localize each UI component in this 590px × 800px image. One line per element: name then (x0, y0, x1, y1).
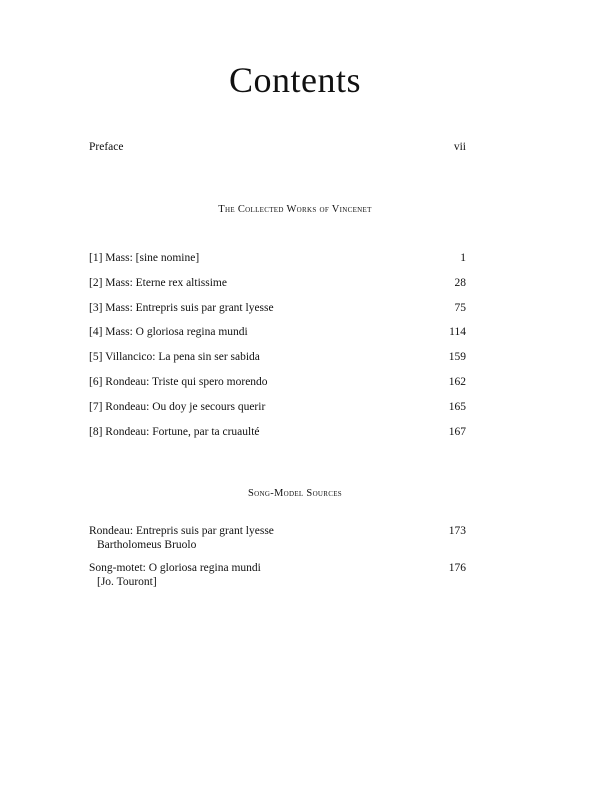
toc-entry-label: [2] Mass: Eterne rex altissime (89, 277, 227, 289)
toc-entry-page: 165 (448, 401, 466, 413)
toc-entry-page: 114 (449, 326, 466, 338)
toc-entry-author: Bartholomeus Bruolo (97, 539, 197, 551)
toc-entry-page: 159 (448, 351, 466, 363)
toc-entry-page: 173 (448, 525, 466, 537)
toc-entry-label: [8] Rondeau: Fortune, par ta cruaulté (89, 426, 260, 438)
page-title: Contents (228, 60, 361, 100)
toc-entry-page: 28 (454, 277, 466, 289)
toc-entry-label: [7] Rondeau: Ou doy je secours querir (89, 401, 266, 413)
toc-entry-label: Rondeau: Entrepris suis par grant lyesse (89, 525, 274, 537)
toc-entry-page: vii (453, 141, 466, 153)
toc-entry (89, 524, 466, 552)
toc-entry (89, 350, 466, 364)
toc-entry (89, 375, 466, 389)
toc-entry (89, 561, 466, 589)
toc-entry-author: [Jo. Touront] (97, 576, 157, 588)
toc-entry-label: [1] Mass: [sine nomine] (89, 252, 200, 264)
toc-entry-label: [5] Villancico: La pena sin ser sabida (89, 351, 260, 363)
toc-entry-label-group (89, 524, 274, 552)
toc-entry-label: [3] Mass: Entrepris suis par grant lyesse (89, 302, 274, 314)
toc-entry-page: 75 (454, 302, 466, 314)
toc-entry-label-group (89, 561, 261, 589)
toc-entry-page: 176 (448, 562, 466, 574)
toc-entry-preface (89, 140, 466, 154)
toc-entry-label: [6] Rondeau: Triste qui spero morendo (89, 376, 268, 388)
toc-entry-label: Preface (89, 141, 124, 153)
toc-entry-page: 162 (448, 376, 466, 388)
toc-entry (89, 425, 466, 439)
toc-entry-page: 167 (448, 426, 466, 438)
section-heading-song-model-sources: Song-Model Sources (248, 488, 342, 499)
toc-entry-label: [4] Mass: O gloriosa regina mundi (89, 326, 248, 338)
toc-entry (89, 276, 466, 290)
toc-entry-label: Song-motet: O gloriosa regina mundi (89, 562, 261, 574)
toc-entry-page: 1 (460, 252, 466, 264)
toc-entry (89, 301, 466, 315)
toc-entry (89, 325, 466, 339)
toc-entry (89, 400, 466, 414)
section-heading-collected-works: The Collected Works of Vincenet (218, 204, 372, 215)
toc-entry (89, 251, 466, 265)
